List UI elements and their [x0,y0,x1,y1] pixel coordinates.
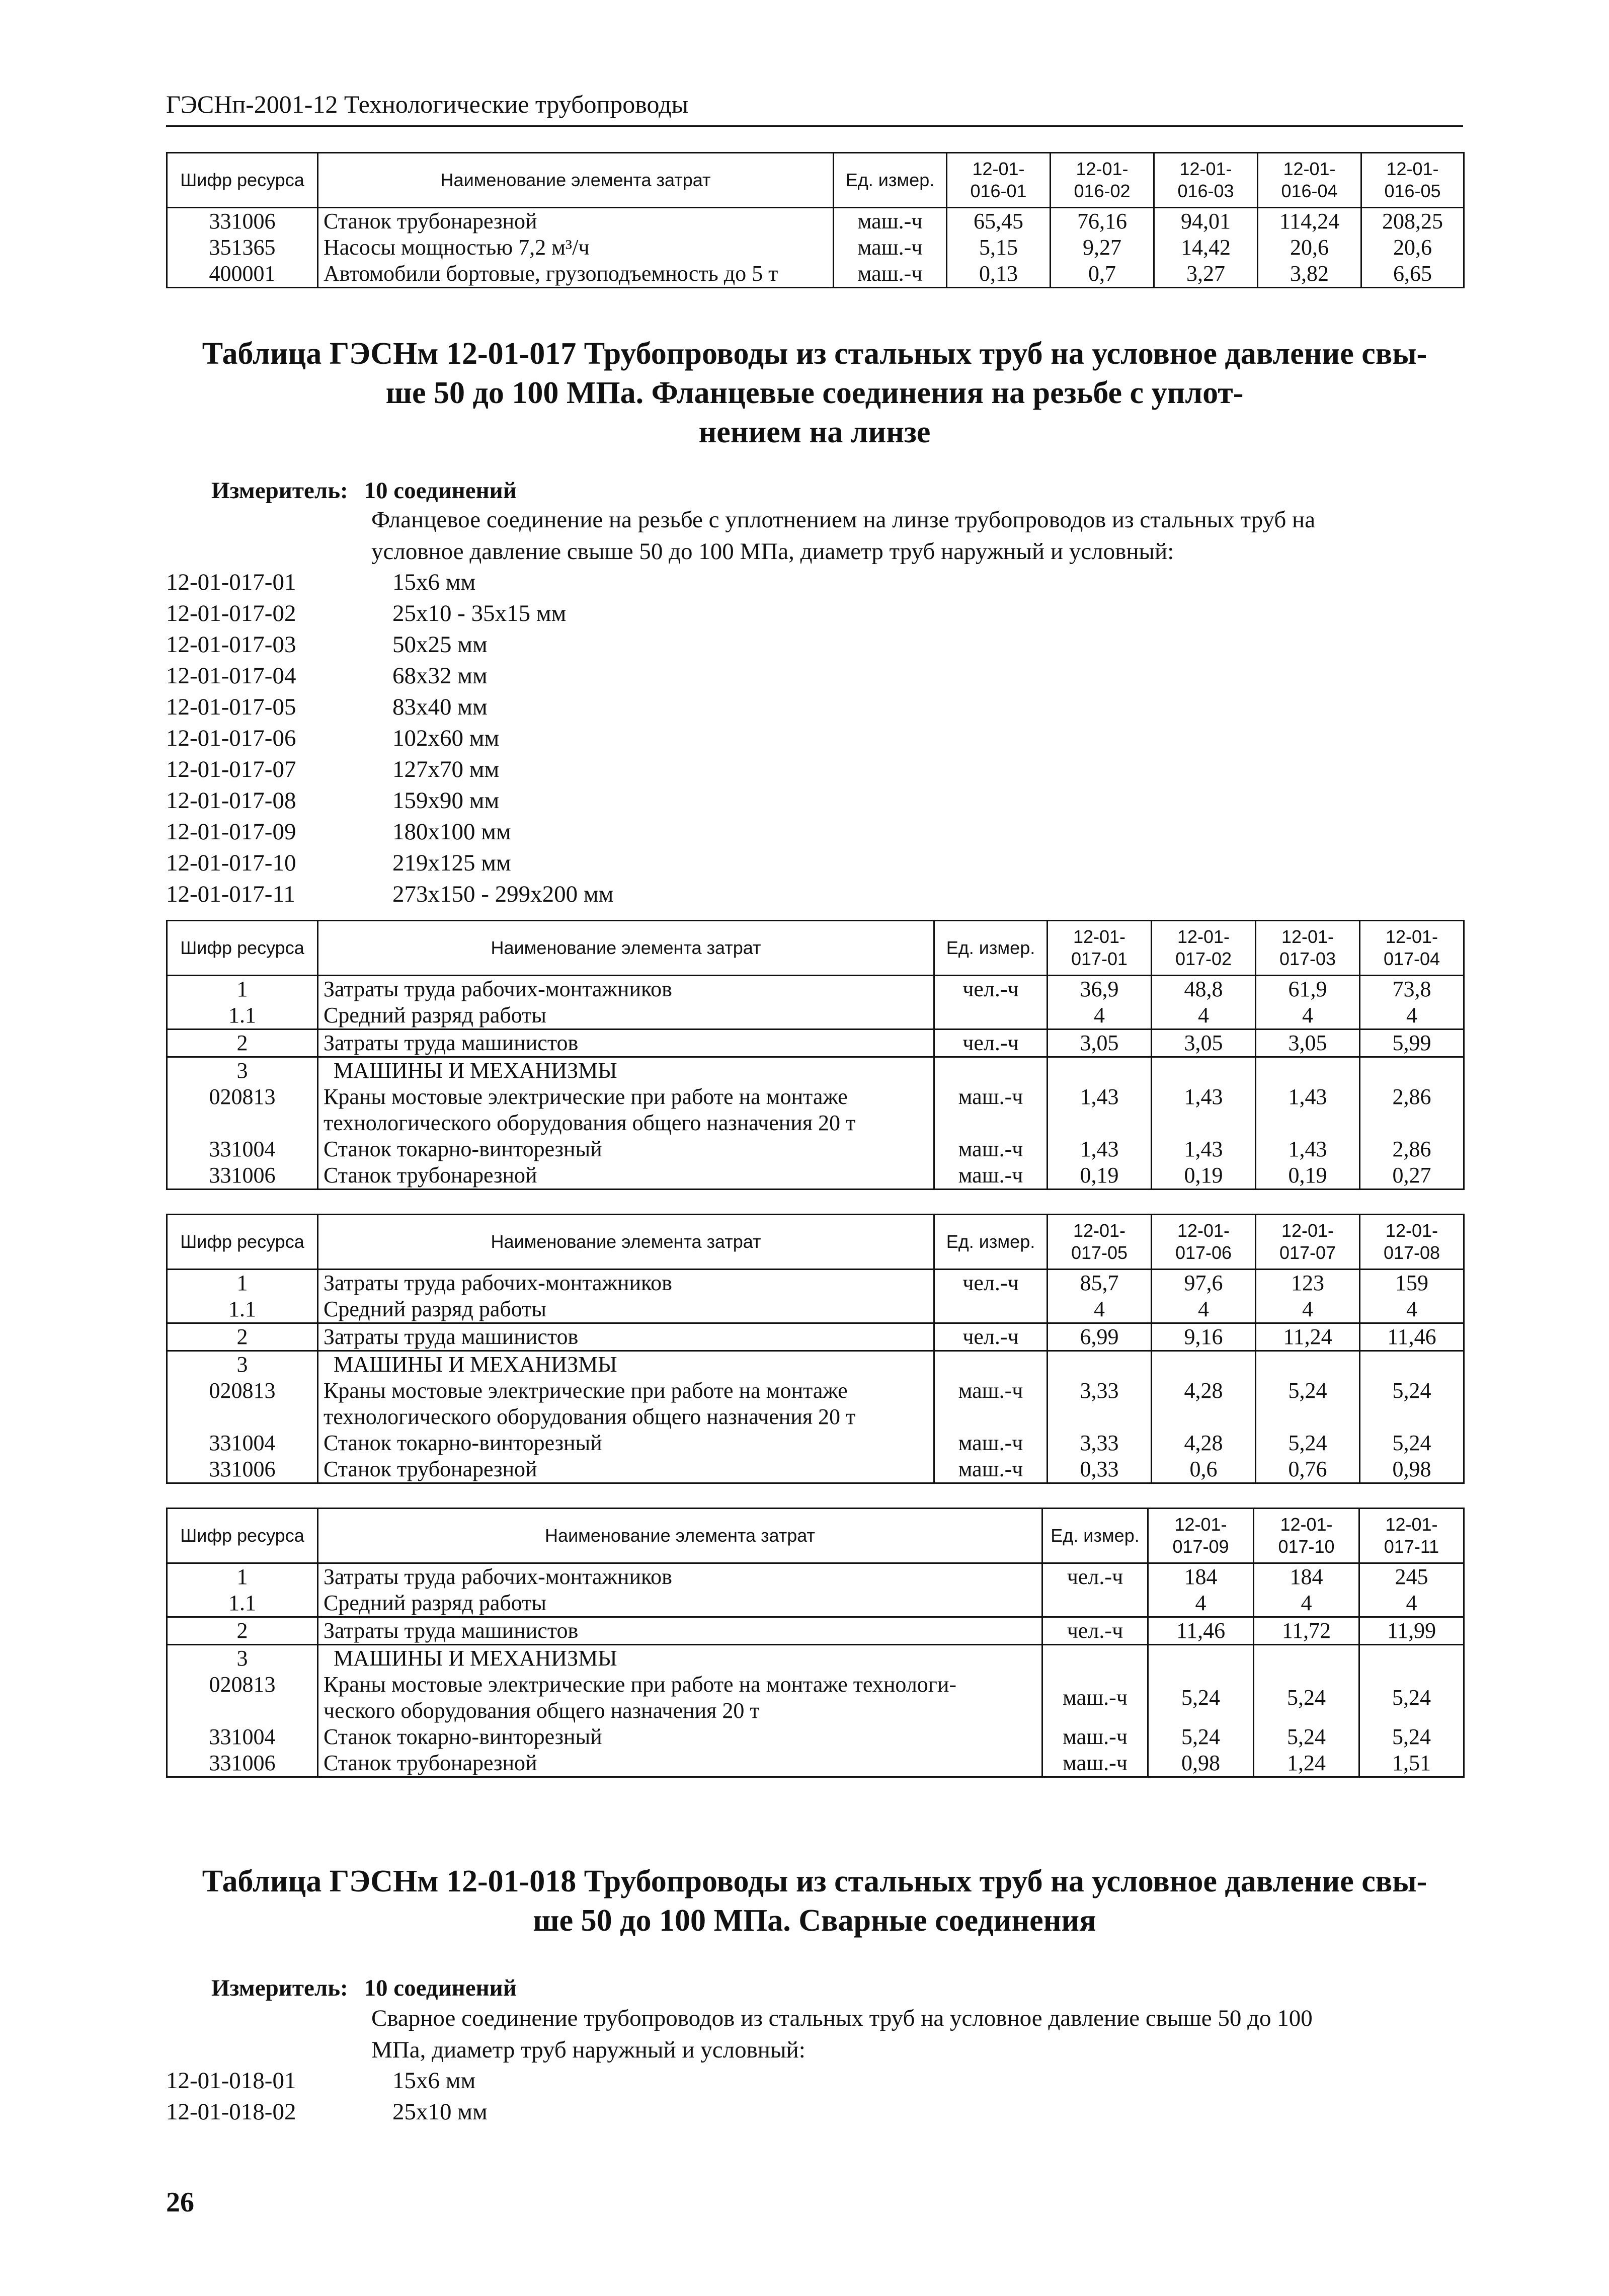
col-header-017-05: 12-01- 017-05 [1048,1215,1152,1270]
col-header-017-09: 12-01- 017-09 [1148,1509,1254,1563]
cell-value: 4 [1048,1002,1152,1030]
table-row [167,1724,1464,1750]
item-size: 15х6 мм [392,569,476,595]
table-header-row [167,1509,1464,1563]
item-code: 12-01-017-04 [166,663,296,689]
cell-value: 3,33 [1048,1378,1152,1430]
cell-code: 1 [167,1270,318,1297]
table-017-part1 [166,920,1465,1190]
header-rule [166,125,1463,127]
table-row [167,1002,1464,1030]
cell-value: 9,27 [1051,234,1154,261]
cell-value: 3,05 [1048,1030,1152,1057]
item-size: 180х100 мм [392,819,511,845]
name-line: Краны мостовые электрические при работе на монтаже [324,1084,848,1109]
cell-value: 36,9 [1048,976,1152,1003]
cell-value: 3,27 [1154,261,1258,288]
col-header-code: Шифр ресурса [167,1509,318,1563]
table-row [167,1351,1464,1378]
cell-code: 1 [167,1563,318,1591]
cell-code: 1.1 [167,1002,318,1030]
col-header-unit: Ед. измер. [934,921,1048,976]
cell-value: 94,01 [1154,208,1258,235]
description-018 [371,2003,1478,2066]
col-header-code: Шифр ресурса [167,921,318,976]
cell-unit: маш.-ч [1042,1724,1148,1750]
description-line: Сварное соединение трубопроводов из стальных труб на условное давление свыше 50 до 100 [371,2005,1313,2031]
cell-unit: чел.-ч [1042,1563,1148,1591]
cell-code: 3 [167,1351,318,1378]
cell-value: 11,99 [1359,1617,1464,1645]
cell-empty [1152,1057,1256,1084]
table-row [167,1378,1464,1430]
cell-value: 2,86 [1360,1136,1464,1162]
cell-value: 4 [1360,1002,1464,1030]
list-item [166,2096,488,2127]
col-header-name: Наименование элемента затрат [318,921,934,976]
list-item [166,723,613,754]
cell-name: Затраты труда машинистов [318,1617,1042,1645]
cell-value: 5,24 [1256,1430,1360,1456]
cell-empty [1048,1057,1152,1084]
list-item [166,567,613,598]
table-row [167,208,1464,235]
col-header-016-02: 12-01- 016-02 [1051,153,1154,208]
cell-value: 11,24 [1256,1323,1360,1351]
col-header-016-04: 12-01- 016-04 [1258,153,1361,208]
cell-value: 3,82 [1258,261,1361,288]
cell-unit: маш.-ч [1042,1672,1148,1724]
cell-value: 73,8 [1360,976,1464,1003]
cell-code: 3 [167,1057,318,1084]
cell-value: 0,76 [1256,1456,1360,1483]
col-header-017-08: 12-01- 017-08 [1360,1215,1464,1270]
cell-value: 208,25 [1361,208,1464,235]
cell-value: 5,15 [947,234,1051,261]
table-header-row [167,1215,1464,1270]
cell-section-heading: МАШИНЫ И МЕХАНИЗМЫ [318,1351,934,1378]
table-row [167,1136,1464,1162]
cell-value: 4 [1254,1590,1359,1617]
cell-code: 2 [167,1030,318,1057]
cell-name: Станок токарно-винторезный [318,1136,934,1162]
col-header-017-01: 12-01- 017-01 [1048,921,1152,976]
cell-code: 331006 [167,1456,318,1483]
item-code: 12-01-017-08 [166,787,296,814]
measure-label: Измеритель: [211,478,348,504]
col-header-017-07: 12-01- 017-07 [1256,1215,1360,1270]
cell-value: 184 [1148,1563,1254,1591]
measure-label: Измеритель: [211,1975,348,2001]
cell-empty [1360,1351,1464,1378]
cell-value: 1,43 [1256,1084,1360,1136]
title-line: Таблица ГЭСНм 12-01-017 Трубопроводы из стальных труб на условное давление свы- [202,337,1427,371]
cell-unit: маш.-ч [934,1456,1048,1483]
list-item [166,816,613,847]
table-row [167,1456,1464,1483]
cell-value: 0,7 [1051,261,1154,288]
table-row [167,1084,1464,1136]
list-item [166,691,613,723]
cell-code: 2 [167,1617,318,1645]
title-line: нением на линзе [698,415,931,449]
cell-value: 5,24 [1359,1724,1464,1750]
cell-value: 11,46 [1360,1323,1464,1351]
cell-code: 351365 [167,234,318,261]
col-header-017-02: 12-01- 017-02 [1152,921,1256,976]
cell-value: 1,43 [1152,1136,1256,1162]
col-header-016-01: 12-01- 016-01 [947,153,1051,208]
cell-value: 1,43 [1256,1136,1360,1162]
table-row [167,1430,1464,1456]
item-size: 273х150 - 299х200 мм [392,881,614,907]
code-list-017 [166,567,613,910]
cell-code: 1 [167,976,318,1003]
cell-name: Средний разряд работы [318,1002,934,1030]
cell-value: 65,45 [947,208,1051,235]
cell-code: 331004 [167,1724,318,1750]
cell-empty [1256,1351,1360,1378]
table-row [167,976,1464,1003]
cell-value: 11,46 [1148,1617,1254,1645]
list-item [166,629,613,660]
cell-name [318,1084,934,1136]
cell-value: 3,33 [1048,1430,1152,1456]
cell-name: Автомобили бортовые, грузоподъемность до 5 т [318,261,834,288]
col-header-name: Наименование элемента затрат [318,153,834,208]
cell-unit: чел.-ч [934,1030,1048,1057]
cell-value: 4 [1152,1002,1256,1030]
list-item [166,754,613,785]
cell-value: 114,24 [1258,208,1361,235]
cell-empty [1152,1351,1256,1378]
running-header: ГЭСНп-2001-12 Технологические трубопроводы [166,90,689,118]
page-number: 26 [166,2187,194,2218]
table-016-continuation [166,152,1465,288]
cell-name: Станок трубонарезной [318,1456,934,1483]
cell-code: 331004 [167,1430,318,1456]
table-row [167,1590,1464,1617]
cell-unit: маш.-ч [834,234,947,261]
col-header-017-04: 12-01- 017-04 [1360,921,1464,976]
item-code: 12-01-017-02 [166,600,296,626]
cell-name: Затраты труда рабочих-монтажников [318,1270,934,1297]
cell-unit: маш.-ч [934,1136,1048,1162]
cell-value: 48,8 [1152,976,1256,1003]
cell-empty [934,1351,1048,1378]
cell-value: 4 [1152,1296,1256,1323]
cell-code: 331006 [167,1750,318,1777]
cell-value: 4 [1360,1296,1464,1323]
list-item [166,785,613,816]
cell-value: 4,28 [1152,1378,1256,1430]
cell-unit [934,1002,1048,1030]
cell-value: 61,9 [1256,976,1360,1003]
cell-name: Затраты труда рабочих-монтажников [318,1563,1042,1591]
cell-value: 0,98 [1360,1456,1464,1483]
cell-value: 5,24 [1360,1378,1464,1430]
cell-code: 400001 [167,261,318,288]
cell-section-heading: МАШИНЫ И МЕХАНИЗМЫ [318,1057,934,1084]
measure-value: 10 соединений [364,478,517,504]
cell-value: 123 [1256,1270,1360,1297]
cell-value: 0,33 [1048,1456,1152,1483]
cell-value: 20,6 [1258,234,1361,261]
col-header-name: Наименование элемента затрат [318,1215,934,1270]
cell-value: 0,27 [1360,1162,1464,1190]
col-header-unit: Ед. измер. [1042,1509,1148,1563]
cell-unit [934,1296,1048,1323]
cell-unit: маш.-ч [1042,1750,1148,1777]
cell-unit: чел.-ч [1042,1617,1148,1645]
cell-code: 331006 [167,208,318,235]
cell-name: Станок трубонарезной [318,1750,1042,1777]
item-code: 12-01-018-01 [166,2068,296,2094]
cell-code: 1.1 [167,1296,318,1323]
item-code: 12-01-017-06 [166,725,296,751]
table-row [167,1645,1464,1672]
description-017 [371,504,1478,568]
cell-name: Средний разряд работы [318,1296,934,1323]
cell-value: 20,6 [1361,234,1464,261]
name-line: Краны мостовые электрические при работе на монтаже [324,1378,848,1403]
cell-name: Средний разряд работы [318,1590,1042,1617]
section-title-018 [166,1862,1463,1940]
cell-code: 331004 [167,1136,318,1162]
list-item [166,879,613,910]
cell-empty [1148,1645,1254,1672]
cell-unit: чел.-ч [934,976,1048,1003]
name-line: технологического оборудования общего назначения 20 т [324,1404,856,1429]
cell-unit: чел.-ч [934,1323,1048,1351]
item-code: 12-01-017-05 [166,694,296,720]
cell-value: 97,6 [1152,1270,1256,1297]
cell-value: 14,42 [1154,234,1258,261]
cell-name [318,1378,934,1430]
table-row [167,1617,1464,1645]
cell-value: 184 [1254,1563,1359,1591]
table-row [167,1057,1464,1084]
item-size: 102х60 мм [392,725,500,751]
title-line: ше 50 до 100 МПа. Фланцевые соединения на резьбе с уплот- [385,376,1244,410]
cell-unit: маш.-ч [834,261,947,288]
cell-value: 4 [1148,1590,1254,1617]
cell-unit: маш.-ч [934,1378,1048,1430]
item-size: 159х90 мм [392,787,500,814]
cell-value: 5,24 [1359,1672,1464,1724]
cell-value: 9,16 [1152,1323,1256,1351]
list-item [166,2065,488,2096]
title-line: ше 50 до 100 МПа. Сварные соединения [533,1904,1096,1938]
table-row [167,1323,1464,1351]
cell-value: 11,72 [1254,1617,1359,1645]
cell-value: 1,51 [1359,1750,1464,1777]
table-header-row [167,153,1464,208]
list-item [166,847,613,879]
col-header-code: Шифр ресурса [167,1215,318,1270]
cell-value: 1,43 [1152,1084,1256,1136]
col-header-name: Наименование элемента затрат [318,1509,1042,1563]
cell-code: 3 [167,1645,318,1672]
name-line: ческого оборудования общего назначения 20 т [324,1698,760,1723]
table-row [167,1672,1464,1724]
cell-value: 76,16 [1051,208,1154,235]
item-code: 12-01-017-07 [166,756,296,782]
cell-value: 3,05 [1152,1030,1256,1057]
col-header-unit: Ед. измер. [934,1215,1048,1270]
cell-value: 5,24 [1148,1672,1254,1724]
cell-value: 5,24 [1148,1724,1254,1750]
cell-value: 1,24 [1254,1750,1359,1777]
cell-value: 0,98 [1148,1750,1254,1777]
cell-code: 020813 [167,1672,318,1724]
table-017-part3 [166,1508,1465,1778]
cell-code: 1.1 [167,1590,318,1617]
cell-section-heading: МАШИНЫ И МЕХАНИЗМЫ [318,1645,1042,1672]
item-size: 25х10 мм [392,2099,488,2125]
cell-value: 6,99 [1048,1323,1152,1351]
cell-value: 4 [1256,1002,1360,1030]
cell-value: 3,05 [1256,1030,1360,1057]
measure-line-018 [211,1974,517,2002]
table-row [167,1296,1464,1323]
cell-value: 4 [1359,1590,1464,1617]
cell-value: 0,19 [1256,1162,1360,1190]
table-row [167,1563,1464,1591]
table-row [167,1162,1464,1190]
cell-value: 6,65 [1361,261,1464,288]
cell-unit: маш.-ч [934,1084,1048,1136]
item-size: 68х32 мм [392,663,488,689]
cell-empty [1360,1057,1464,1084]
description-line: МПа, диаметр труб наружный и условный: [371,2037,806,2063]
cell-empty [1048,1351,1152,1378]
table-017-part2 [166,1214,1465,1484]
cell-value: 5,24 [1254,1724,1359,1750]
col-header-017-10: 12-01- 017-10 [1254,1509,1359,1563]
item-size: 50х25 мм [392,631,488,658]
table-row [167,1270,1464,1297]
cell-value: 0,19 [1152,1162,1256,1190]
cell-name: Станок трубонарезной [318,208,834,235]
cell-code: 020813 [167,1084,318,1136]
table-header-row [167,921,1464,976]
item-code: 12-01-017-01 [166,569,296,595]
cell-unit: чел.-ч [934,1270,1048,1297]
cell-code: 020813 [167,1378,318,1430]
table-row [167,1750,1464,1777]
col-header-unit: Ед. измер. [834,153,947,208]
description-line: Фланцевое соединение на резьбе с уплотнением на линзе трубопроводов из стальных труб на [371,507,1316,533]
list-item [166,660,613,691]
cell-value: 159 [1360,1270,1464,1297]
cell-empty [934,1057,1048,1084]
cell-code: 2 [167,1323,318,1351]
measure-value: 10 соединений [364,1975,517,2001]
code-list-018 [166,2065,488,2127]
cell-unit [1042,1590,1148,1617]
cell-value: 5,24 [1256,1378,1360,1430]
cell-unit: маш.-ч [934,1162,1048,1190]
cell-value: 0,6 [1152,1456,1256,1483]
cell-value: 5,99 [1360,1030,1464,1057]
col-header-016-05: 12-01- 016-05 [1361,153,1464,208]
cell-name: Станок токарно-винторезный [318,1430,934,1456]
col-header-017-03: 12-01- 017-03 [1256,921,1360,976]
cell-value: 4,28 [1152,1430,1256,1456]
col-header-016-03: 12-01- 016-03 [1154,153,1258,208]
item-size: 127х70 мм [392,756,500,782]
cell-value: 1,43 [1048,1084,1152,1136]
title-line: Таблица ГЭСНм 12-01-018 Трубопроводы из стальных труб на условное давление свы- [202,1864,1427,1898]
col-header-code: Шифр ресурса [167,153,318,208]
col-header-017-06: 12-01- 017-06 [1152,1215,1256,1270]
table-row [167,1030,1464,1057]
cell-name: Насосы мощностью 7,2 м³/ч [318,234,834,261]
cell-value: 5,24 [1254,1672,1359,1724]
cell-value: 245 [1359,1563,1464,1591]
cell-empty [1042,1645,1148,1672]
table-row [167,261,1464,288]
item-code: 12-01-017-09 [166,819,296,845]
table-row [167,234,1464,261]
cell-value: 85,7 [1048,1270,1152,1297]
cell-value: 4 [1048,1296,1152,1323]
cell-name: Станок токарно-винторезный [318,1724,1042,1750]
description-line: условное давление свыше 50 до 100 МПа, диаметр труб наружный и условный: [371,538,1174,565]
item-size: 83х40 мм [392,694,488,720]
item-code: 12-01-018-02 [166,2099,296,2125]
item-size: 25х10 - 35х15 мм [392,600,567,626]
cell-empty [1254,1645,1359,1672]
cell-unit: маш.-ч [934,1430,1048,1456]
cell-name: Затраты труда машинистов [318,1030,934,1057]
measure-line-017 [211,477,517,504]
cell-value: 5,24 [1360,1430,1464,1456]
cell-name: Затраты труда рабочих-монтажников [318,976,934,1003]
cell-empty [1359,1645,1464,1672]
cell-value: 2,86 [1360,1084,1464,1136]
cell-value: 4 [1256,1296,1360,1323]
name-line: Краны мостовые электрические при работе на монтаже технологи- [324,1672,957,1697]
item-code: 12-01-017-11 [166,881,295,907]
list-item [166,598,613,629]
section-title-017 [166,334,1463,452]
item-size: 15х6 мм [392,2068,476,2094]
item-code: 12-01-017-10 [166,850,296,876]
cell-empty [1256,1057,1360,1084]
cell-value: 1,43 [1048,1136,1152,1162]
item-code: 12-01-017-03 [166,631,296,658]
cell-name: Станок трубонарезной [318,1162,934,1190]
cell-unit: маш.-ч [834,208,947,235]
cell-name [318,1672,1042,1724]
cell-value: 0,13 [947,261,1051,288]
col-header-017-11: 12-01- 017-11 [1359,1509,1464,1563]
cell-value: 0,19 [1048,1162,1152,1190]
name-line: технологического оборудования общего назначения 20 т [324,1111,856,1135]
cell-code: 331006 [167,1162,318,1190]
item-size: 219х125 мм [392,850,511,876]
cell-name: Затраты труда машинистов [318,1323,934,1351]
